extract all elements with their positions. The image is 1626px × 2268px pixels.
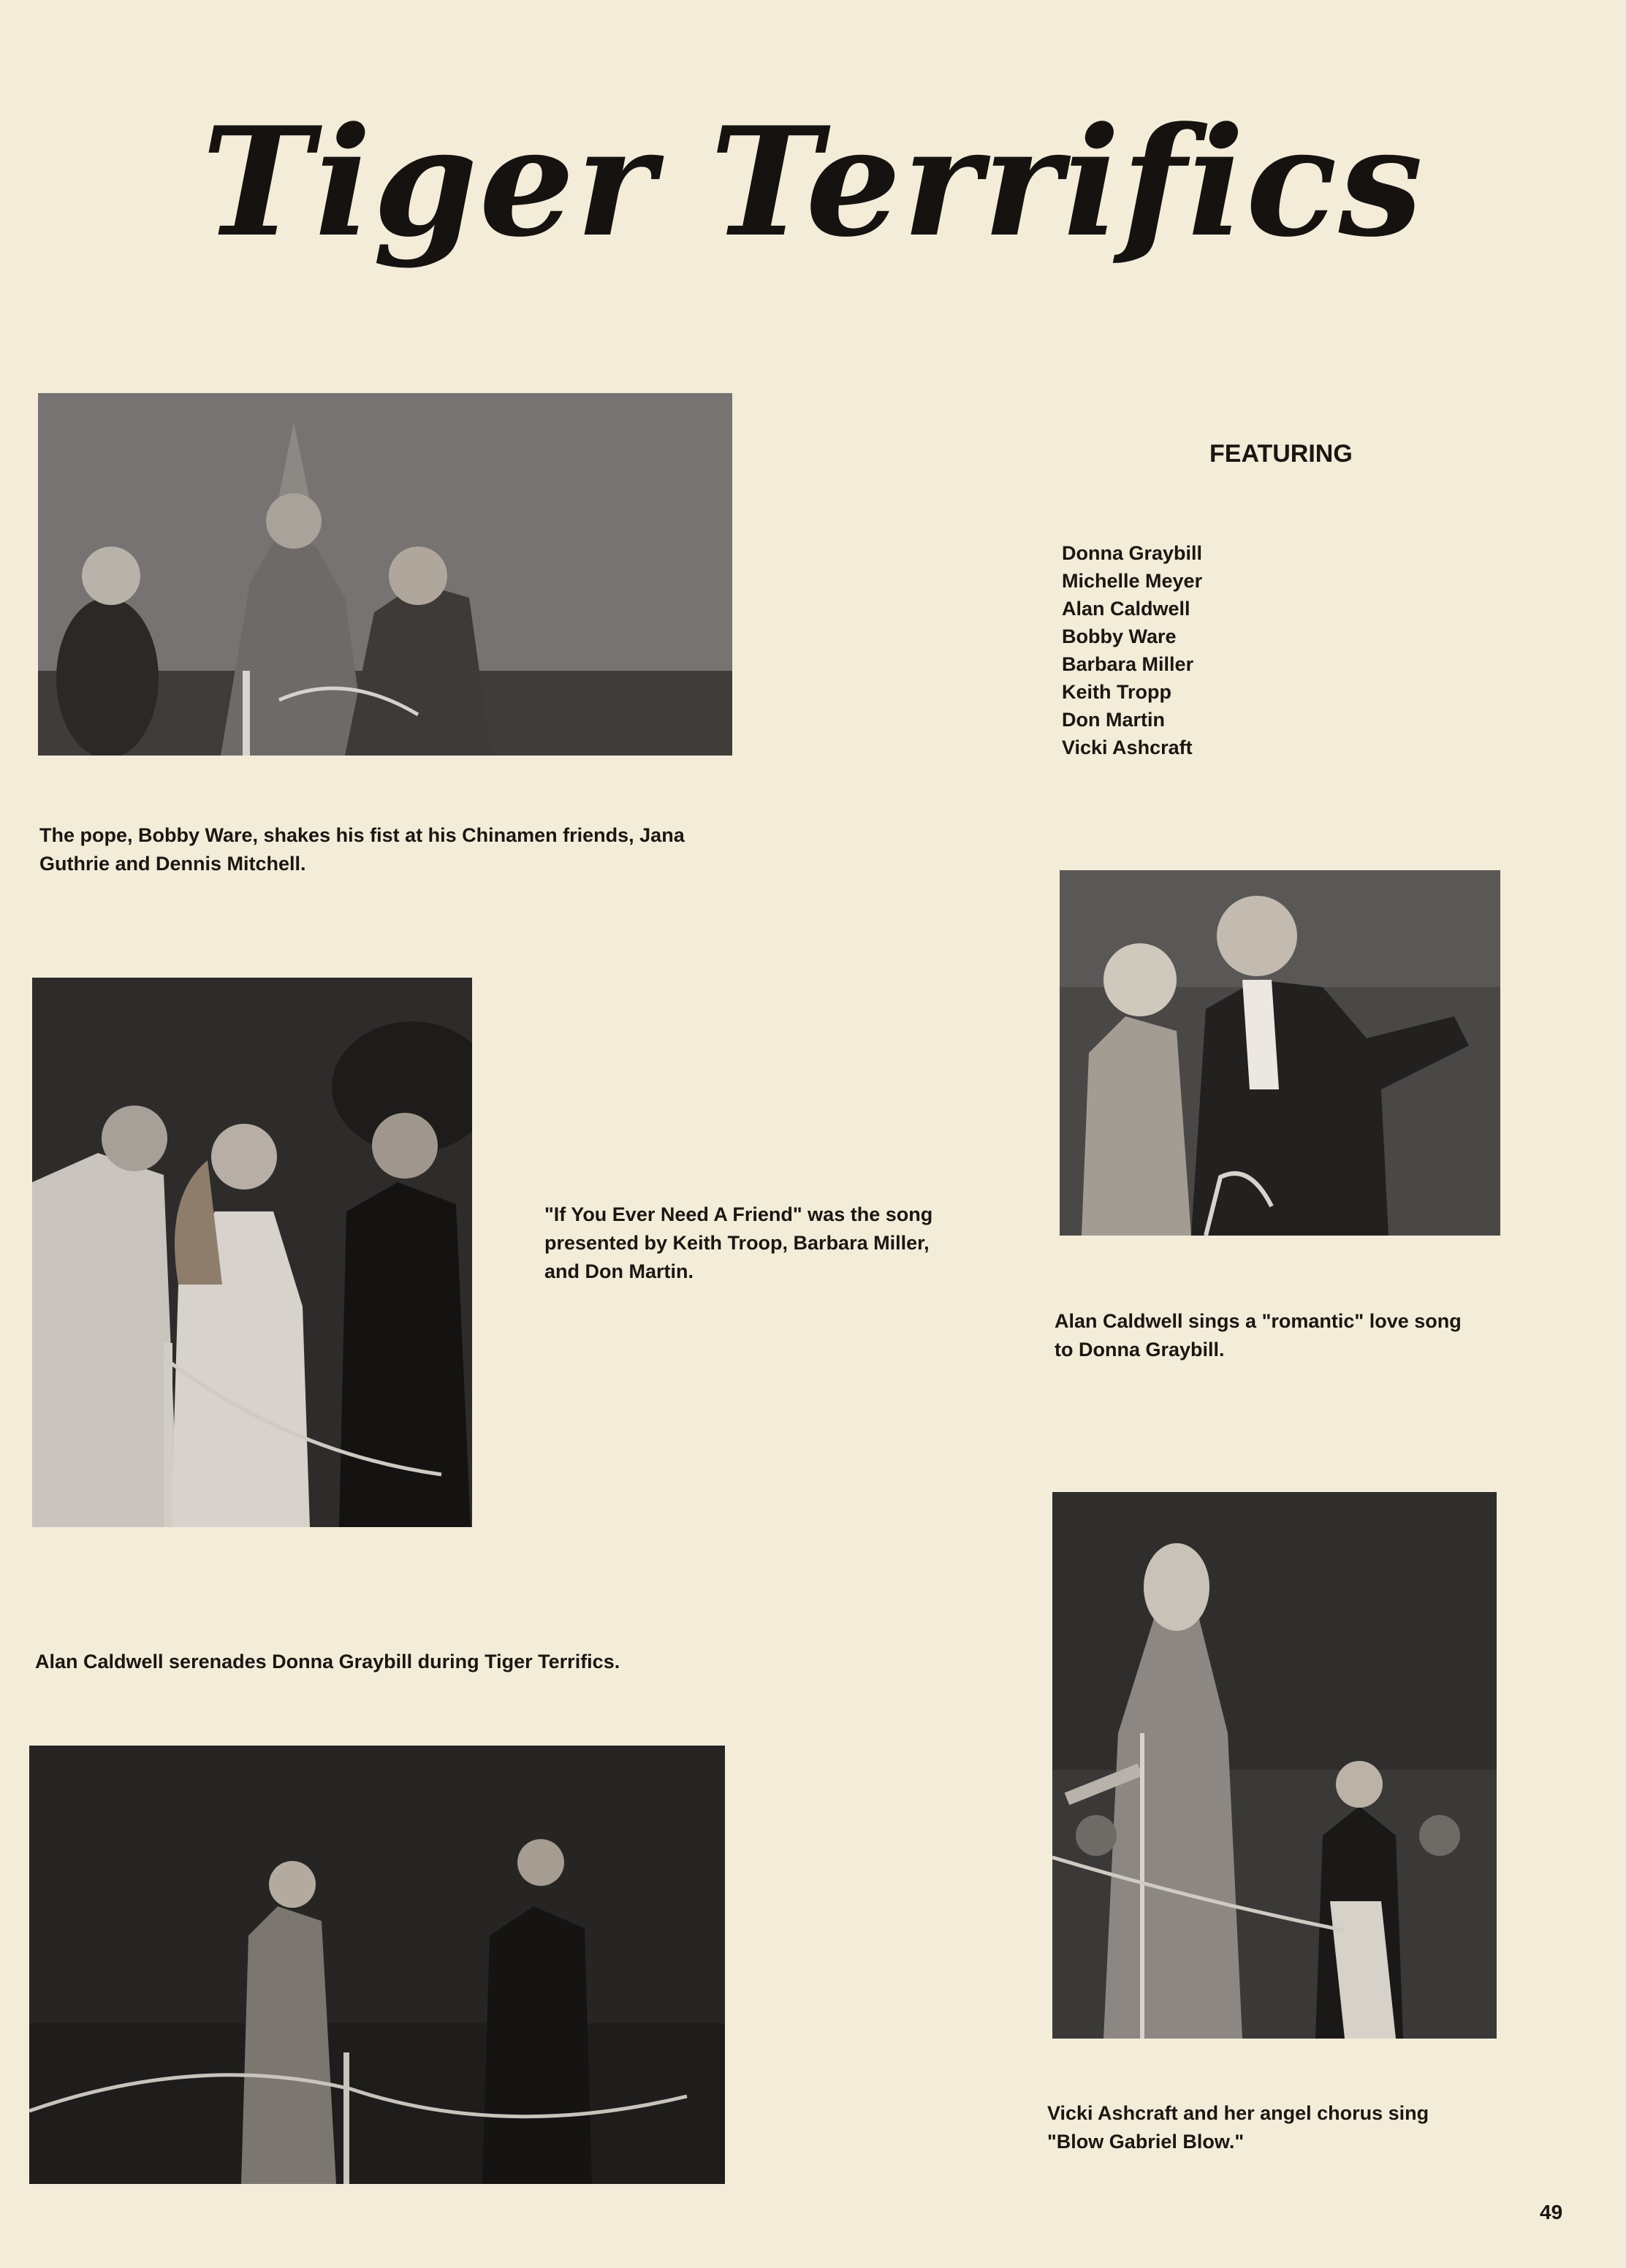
page-title: Tiger Terrifics — [201, 95, 1425, 270]
caption-friend-song — [544, 1200, 932, 1286]
cast-name: Barbara Miller — [1062, 653, 1194, 675]
cast-list — [1062, 539, 1202, 761]
caption-line: Alan Caldwell sings a "romantic" love song — [1055, 1310, 1462, 1332]
photo-romantic-song — [1060, 870, 1500, 1236]
cast-name: Alan Caldwell — [1062, 598, 1190, 620]
caption-line: presented by Keith Troop, Barbara Miller, — [544, 1232, 930, 1254]
caption-line: Vicki Ashcraft and her angel chorus sing — [1047, 2102, 1429, 2124]
photo-pope-scene — [38, 393, 732, 756]
caption-line: The pope, Bobby Ware, shakes his fist at his Chinamen friends, Jana — [39, 824, 685, 846]
cast-name: Don Martin — [1062, 709, 1165, 731]
caption-line: to Donna Graybill. — [1055, 1339, 1225, 1361]
cast-name: Donna Graybill — [1062, 542, 1203, 564]
cast-name: Michelle Meyer — [1062, 570, 1203, 592]
caption-romantic — [1055, 1307, 1462, 1364]
cast-name: Keith Tropp — [1062, 681, 1171, 703]
caption-line: "Blow Gabriel Blow." — [1047, 2131, 1245, 2153]
photo-friend-song — [32, 978, 472, 1527]
caption-gabriel — [1047, 2099, 1429, 2156]
photo-serenade-scene — [29, 1746, 725, 2184]
cast-name: Bobby Ware — [1062, 625, 1177, 647]
caption-line: and Don Martin. — [544, 1260, 694, 1282]
caption-serenade — [35, 1648, 620, 1676]
caption-line: Guthrie and Dennis Mitchell. — [39, 853, 306, 875]
photo-angel-chorus — [1052, 1492, 1497, 2039]
caption-line: Alan Caldwell serenades Donna Graybill during Tiger Terrifics. — [35, 1651, 620, 1673]
featuring-heading: FEATURING — [1209, 440, 1353, 468]
caption-pope — [39, 821, 685, 878]
cast-name: Vicki Ashcraft — [1062, 737, 1193, 758]
page-number: 49 — [1540, 2201, 1563, 2223]
caption-line: "If You Ever Need A Friend" was the song — [544, 1203, 933, 1225]
